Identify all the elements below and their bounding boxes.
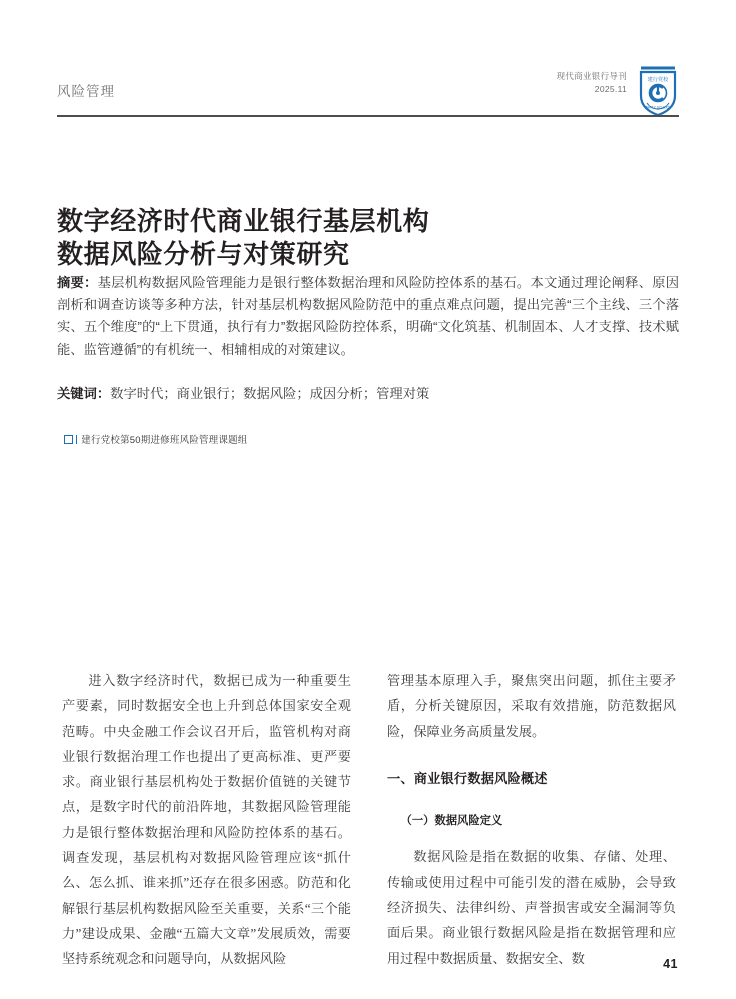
journal-name: 现代商业银行导刊 [556, 71, 627, 81]
journal-meta [557, 70, 627, 96]
section-heading-1: 一、商业银行数据风险概述 [387, 770, 548, 786]
paragraph: 进入数字经济时代，数据已成为一种重要生产要素，同时数据安全也上升到总体国家安全观范畴。中央金融工作会议召开后，监管机构对商业银行数据治理工作也提出了更高标准、更严要求。商业银行基层机构处于数据价值链的关键节点，是数字时代的前沿阵地，其数据风险管理能力是银行整体数据治理和风险防控体系的基石。调查发现，基层机构对数据风险管理应该“抓什么、怎么抓、谁来抓”还存在很多困惑。防范和化解银行基层机构数据风险至关重要，关系“三个能力”建设成果、金融“五篇大文章”发展质效，需要坚持系统观念和问题导向，从数据风险 [62, 673, 351, 967]
svg-text:PARTY SCHOOL: PARTY SCHOOL [644, 105, 672, 110]
square-marker-icon [64, 435, 73, 444]
svg-text:建行党校: 建行党校 [647, 77, 669, 83]
page-header [57, 62, 679, 114]
author-affiliation-text: 建行党校第50期进修班风险管理课题组 [81, 435, 248, 446]
abstract-label: 摘要： [57, 275, 98, 290]
header-divider [57, 115, 679, 117]
keywords-label: 关键词： [57, 386, 111, 401]
section-label: 风险管理 [57, 84, 115, 99]
paragraph-continued: 管理基本原理入手，聚焦突出问题，抓住主要矛盾，分析关键原因，采取有效措施，防范数据风险，保障业务高质量发展。 [387, 673, 676, 739]
keywords-block [57, 383, 679, 405]
journal-shield-logo [637, 66, 679, 116]
paragraph: 数据风险是指在数据的收集、存储、处理、传输或使用过程中可能引发的潜在威胁，会导致经济损失、法律纠纷、声誉损害或安全漏洞等负面后果。商业银行数据风险是指在数据管理和应用过程中数据质量、数据安全、数 [387, 849, 676, 966]
article-title [57, 205, 617, 271]
abstract-text: 基层机构数据风险管理能力是银行整体数据治理和风险防控体系的基石。本文通过理论阐释、原因剖析和调查访谈等多种方法，针对基层机构数据风险防范中的重点难点问题，提出完善“三个主线、三个落实、五个维度”的“上下贯通，执行有力”数据风险防控体系，明确“文化筑基、机制固本、人才支撑、技术赋能、监管遵循”的有机统一、相辅相成的对策建议。 [57, 275, 680, 357]
bar-marker-icon [76, 435, 77, 444]
abstract-block [57, 272, 679, 361]
body-column-left [62, 668, 351, 972]
author-affiliation [64, 432, 247, 446]
article-title-line-2: 数据风险分析与对策研究 [57, 239, 350, 270]
page-number: 41 [663, 957, 678, 971]
body-column-right [387, 668, 676, 971]
section-heading-2: （一）数据风险定义 [400, 815, 503, 828]
keywords-text: 数字时代；商业银行；数据风险；成因分析；管理对策 [110, 386, 430, 401]
article-title-line-1: 数字经济时代商业银行基层机构 [57, 206, 430, 237]
journal-issue: 2025.11 [594, 84, 627, 94]
